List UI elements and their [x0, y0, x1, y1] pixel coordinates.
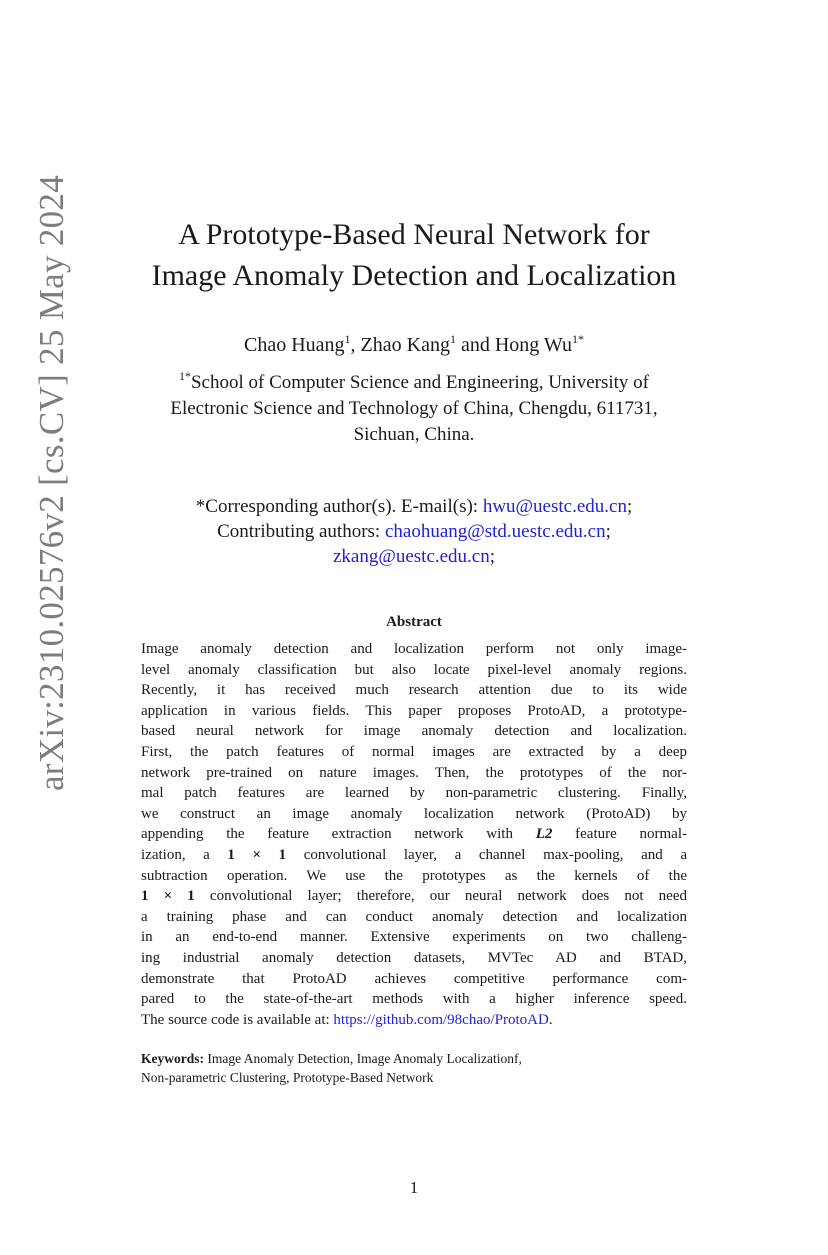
math-1x1: 1 × 1 — [141, 888, 195, 905]
abstract-line: in an end-to-end manner. Extensive experiments on two challeng- — [141, 929, 687, 946]
abstract-line: network pre-trained on nature images. Then, the prototypes of the nor- — [141, 764, 687, 781]
github-link[interactable]: https://github.com/98chao/ProtoAD — [333, 1011, 549, 1028]
abstract-line: level anomaly classification but also locate pixel-level anomaly regions. — [141, 661, 687, 678]
affiliation-mark: 1* — [178, 369, 191, 383]
author-affiliation-mark: 1* — [572, 332, 585, 346]
author-separator: , — [350, 334, 361, 356]
paper-title — [0, 214, 828, 296]
text-run: convolutional layer; therefore, our neural network does not need — [194, 888, 687, 905]
correspondence-label: *Corresponding author(s). E-mail(s): — [195, 496, 483, 517]
abstract-line: we construct an image anomaly localization network (ProtoAD) by — [141, 805, 687, 822]
abstract-line: application in various fields. This paper proposes ProtoAD, a prototype- — [141, 702, 687, 719]
abstract-line: Image anomaly detection and localization perform not only image- — [141, 641, 687, 657]
title-line-2: Image Anomaly Detection and Localization — [151, 259, 677, 292]
text-run: feature normal- — [552, 826, 687, 843]
abstract-line: pared to the state-of-the-art methods with a higher inference speed. — [141, 991, 687, 1008]
correspondence-block — [0, 494, 828, 569]
email-link-hwu[interactable]: hwu@uestc.edu.cn — [482, 496, 627, 517]
text-run: convolutional layer, a channel max-pooling, and a — [286, 846, 687, 863]
affiliation-line: School of Computer Science and Engineering, University of — [190, 372, 649, 393]
abstract-line: First, the patch features of normal images are extracted by a deep — [141, 743, 687, 760]
author-list — [0, 332, 828, 358]
contributing-authors-label: Contributing authors: — [217, 521, 385, 542]
math-l2: L2 — [535, 826, 553, 843]
abstract-line: mal patch features are learned by non-parametric clustering. Finally, — [141, 785, 687, 802]
abstract-line: based neural network for image anomaly detection and localization. — [141, 723, 687, 740]
abstract-body — [141, 639, 687, 1030]
punctuation: ; — [626, 496, 633, 517]
author-separator: and — [455, 334, 495, 356]
math-1x1: 1 × 1 — [227, 846, 287, 863]
keywords-text: Non-parametric Clustering, Prototype-Based Network — [141, 1070, 434, 1085]
affiliation-block — [0, 370, 828, 448]
email-link-chaohuang[interactable]: chaohuang@std.uestc.edu.cn — [384, 521, 606, 542]
author-name: Chao Huang — [243, 334, 345, 356]
abstract-line: demonstrate that ProtoAD achieves competitive performance com- — [141, 970, 687, 987]
author-name: Zhao Kang — [360, 334, 450, 356]
text-run: ization, a — [141, 846, 228, 863]
abstract-line: ing industrial anomaly detection datasets, MVTec AD and BTAD, — [141, 949, 687, 966]
affiliation-line: Sichuan, China. — [353, 424, 475, 445]
punctuation: ; — [605, 521, 611, 542]
arxiv-identifier-stamp: arXiv:2310.02576v2 [cs.CV] 25 May 2024 — [32, 174, 71, 792]
punctuation: ; — [489, 546, 496, 567]
affiliation-line: Electronic Science and Technology of China, Chengdu, 611731, — [170, 398, 658, 419]
abstract-line: subtraction operation. We use the prototypes as the kernels of the — [141, 867, 687, 884]
punctuation: . — [548, 1011, 553, 1028]
text-run: The source code is available at: — [141, 1011, 334, 1028]
text-run: appending the feature extraction network with — [141, 826, 536, 843]
page-number: 1 — [409, 1178, 419, 1197]
author-name: Hong Wu — [494, 334, 573, 356]
keywords-label: Keywords: — [141, 1051, 204, 1066]
email-link-zkang[interactable]: zkang@uestc.edu.cn — [332, 546, 490, 567]
abstract-line: Recently, it has received much research attention due to its wide — [141, 682, 687, 699]
abstract-line: a training phase and can conduct anomaly detection and localization — [141, 908, 687, 925]
abstract-line — [141, 1010, 687, 1031]
abstract-heading: Abstract — [386, 614, 442, 630]
keywords-text: Image Anomaly Detection, Image Anomaly Localizationf, — [204, 1051, 522, 1066]
abstract-line — [141, 886, 687, 907]
abstract-line — [141, 845, 687, 866]
author-affiliation-mark: 1 — [449, 332, 456, 346]
author-affiliation-mark: 1 — [344, 332, 351, 346]
title-line-1: A Prototype-Based Neural Network for — [178, 218, 650, 251]
keywords-block — [141, 1049, 701, 1087]
abstract-line — [141, 824, 687, 845]
